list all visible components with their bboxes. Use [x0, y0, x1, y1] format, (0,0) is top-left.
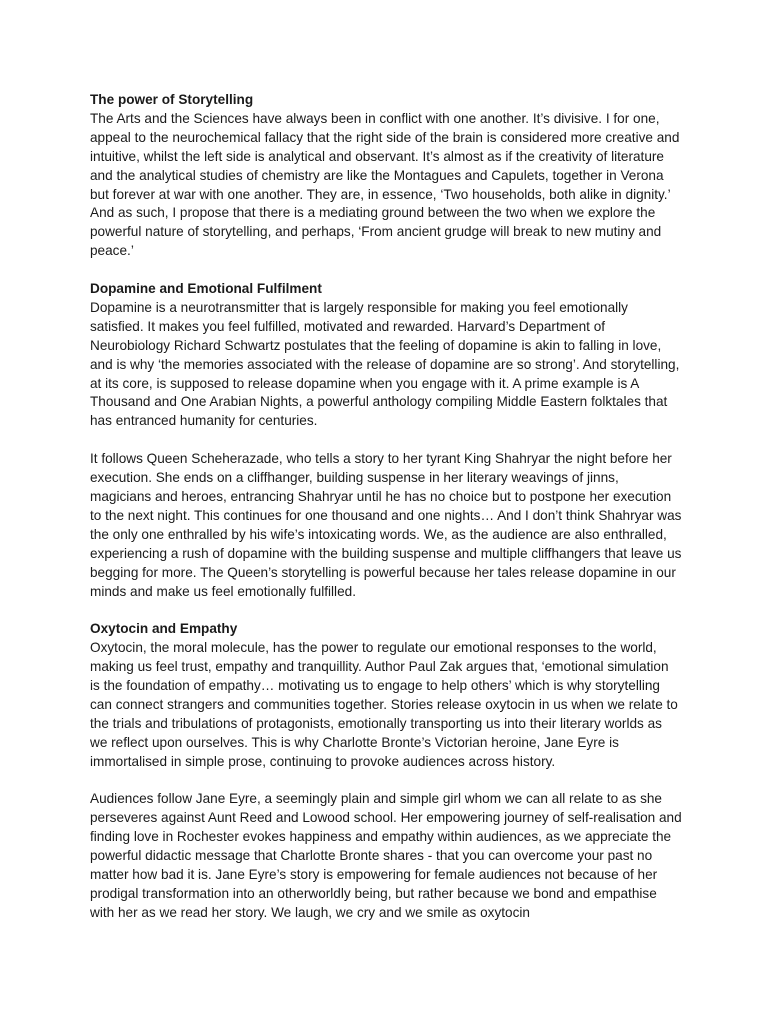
section-heading: Dopamine and Emotional Fulfilment	[90, 281, 322, 297]
section-storytelling	[90, 91, 682, 261]
paragraph: Audiences follow Jane Eyre, a seemingly plain and simple girl whom we can all relate to as she perseveres against Aunt Reed and Lowood school. Her empowering journey of self-realisation and finding love in Rochester evokes happiness and empathy within audiences, as we appreciate the powerful didactic message that Charlotte Bronte shares - that you can overcome your past no matter how bad it is. Jane Eyre’s story is empowering for female audiences not because of her prodigal transformation into an otherworldly being, but rather because we bond and empathise with her as we read her story. We laugh, we cry and we smile as oxytocin	[90, 791, 682, 920]
paragraph: Dopamine is a neurotransmitter that is largely responsible for making you feel emotionally satisfied. It makes you feel fulfilled, motivated and rewarded. Harvard’s Department of Neurobiology Richard Schwartz postulates that the feeling of dopamine is akin to falling in love, and is why ‘the memories associated with the release of dopamine are so strong’. And storytelling, at its core, is supposed to release dopamine when you engage with it. A prime example is A Thousand and One Arabian Nights, a powerful anthology compiling Middle Eastern folktales that has entranced humanity for centuries.	[90, 299, 680, 429]
section-heading: Oxytocin and Empathy	[90, 621, 238, 637]
paragraph: The Arts and the Sciences have always been in conflict with one another. It’s divisive. I for one, appeal to the neurochemical fallacy that the right side of the brain is considered more creative and intuitive, whilst the left side is analytical and observant. It’s almost as if the creativity of literature and the analytical studies of chemistry are like the Montagues and Capulets, together in Verona but forever at war with one another. They are, in essence, ‘Two households, both alike in dignity.’ And as such, I propose that there is a mediating ground between the two when we explore the powerful nature of storytelling, and perhaps, ‘From ancient grudge will break to new mutiny and peace.’	[90, 110, 680, 259]
paragraph: Oxytocin, the moral molecule, has the power to regulate our emotional responses to the world, making us feel trust, empathy and tranquillity. Author Paul Zak argues that, ‘emotional simulation is the foundation of empathy… motivating us to engage to help others’ which is why storytelling can connect strangers and communities together. Stories release oxytocin in us when we relate to the trials and tribulations of protagonists, emotionally transporting us into their literary worlds as we reflect upon ourselves. This is why Charlotte Bronte’s Victorian heroine, Jane Eyre is immortalised in simple prose, continuing to provoke audiences across history.	[90, 640, 678, 769]
section-oxytocin	[90, 620, 682, 922]
paragraph: It follows Queen Scheherazade, who tells a story to her tyrant King Shahryar the night before her execution. She ends on a cliffhanger, building suspense in her literary weavings of jinns, magicians and heroes, entrancing Shahryar until he has no choice but to postpone her execution to the next night. This continues for one thousand and one nights… And I don’t think Shahryar was the only one enthralled by his wife’s intoxicating words. We, as the audience are also enthralled, experiencing a rush of dopamine with the building suspense and multiple cliffhangers that leave us begging for more. The Queen’s storytelling is powerful because her tales release dopamine in our minds and make us feel emotionally fulfilled.	[90, 451, 682, 599]
section-dopamine	[90, 280, 682, 601]
document-page	[90, 91, 682, 923]
section-heading: The power of Storytelling	[90, 92, 254, 107]
